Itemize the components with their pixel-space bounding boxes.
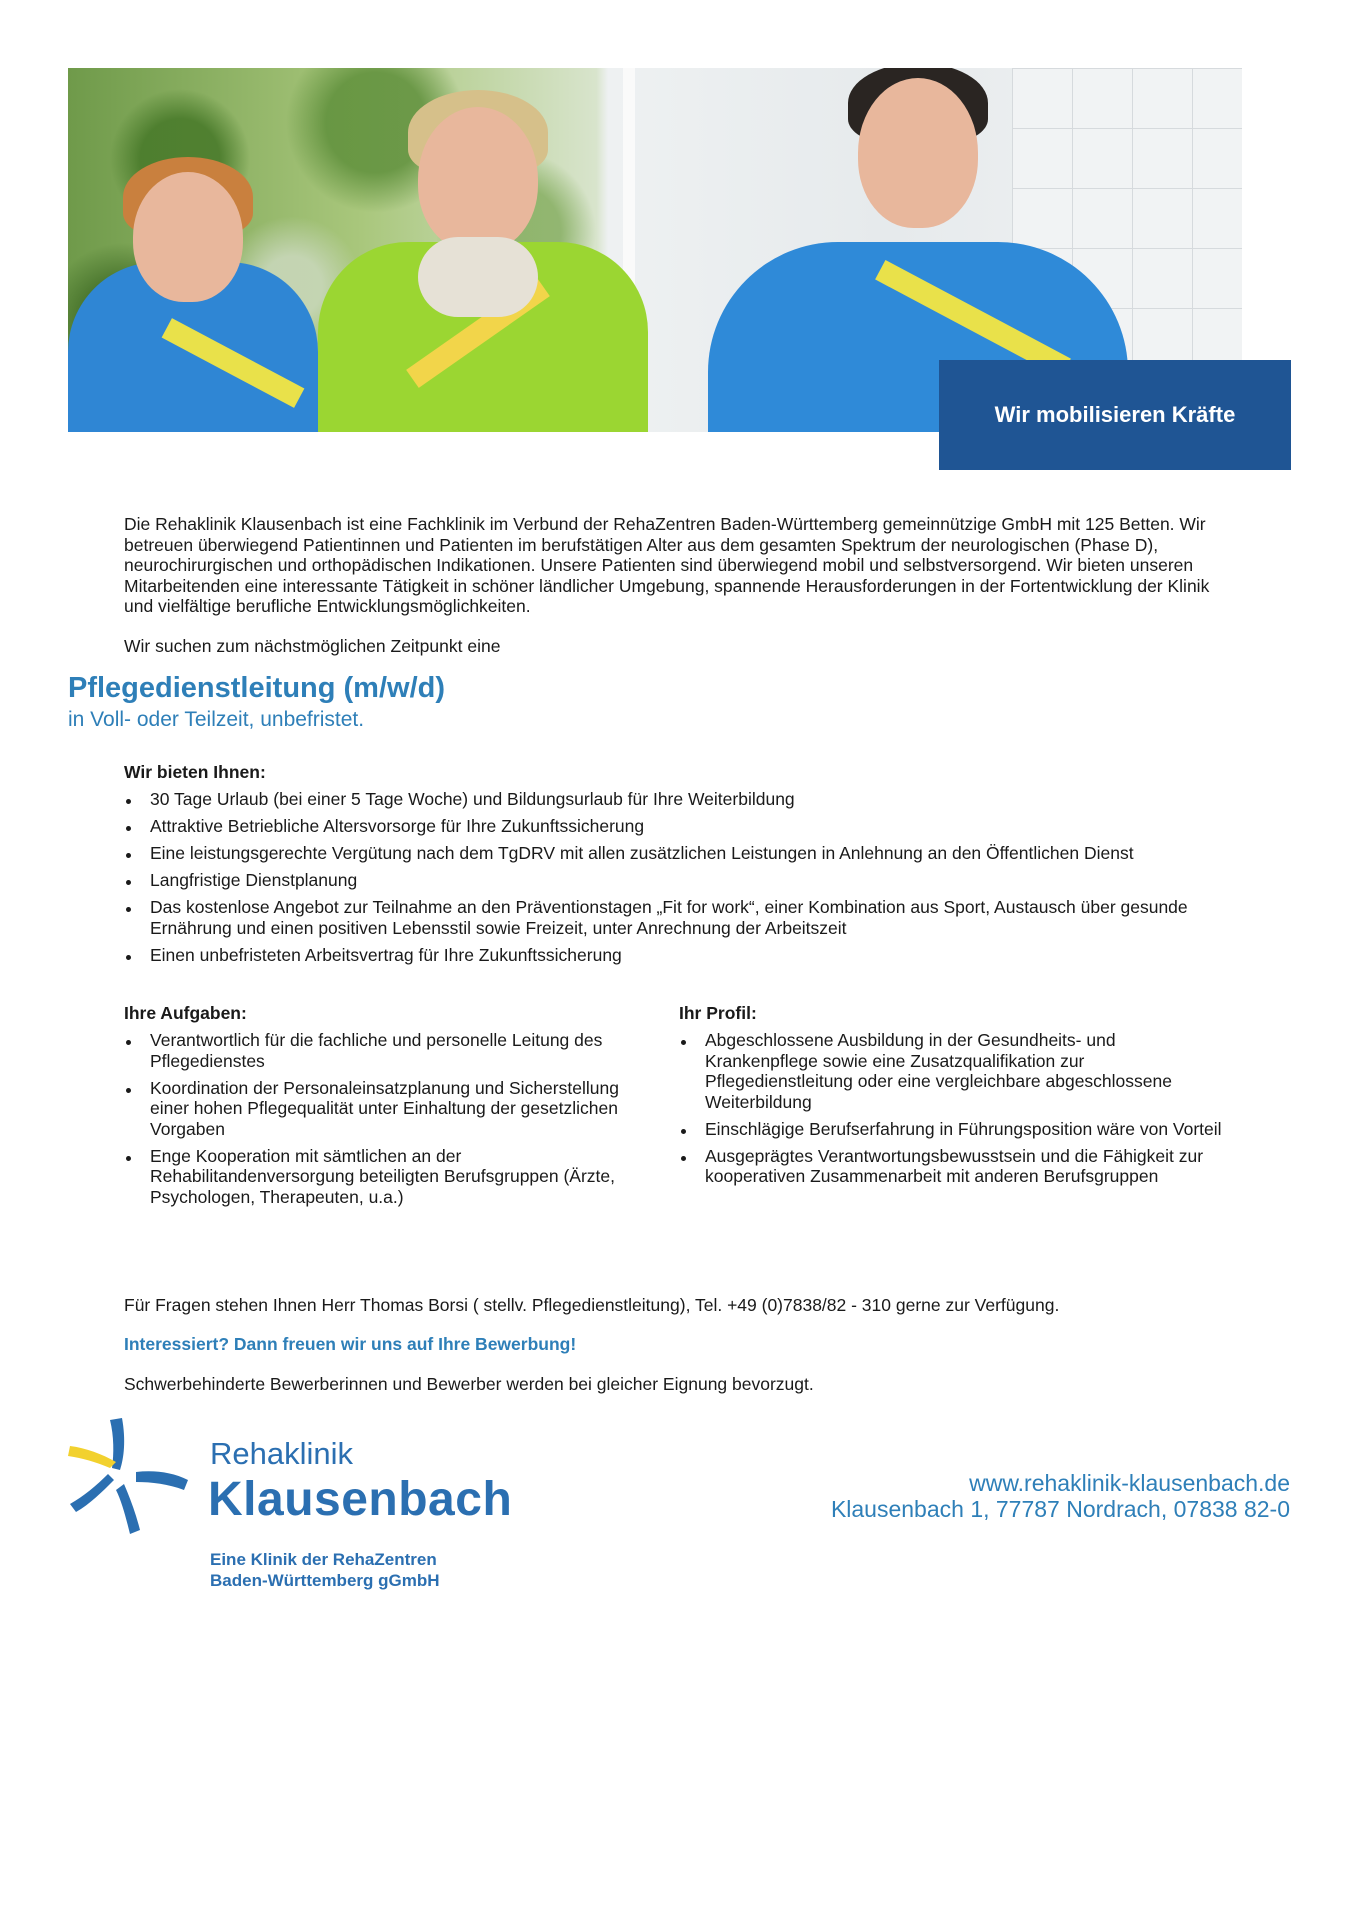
address-line: Klausenbach 1, 77787 Nordrach, 07838 82-0 bbox=[830, 1496, 1290, 1522]
disability-notice: Schwerbehinderte Bewerberinnen und Bewerber werden bei gleicher Eignung bevorzugt. bbox=[124, 1374, 814, 1394]
list-item: Langfristige Dienstplanung bbox=[124, 870, 1244, 891]
star-logo-icon bbox=[64, 1410, 194, 1540]
logo-tagline-2: Baden-Württemberg gGmbH bbox=[210, 1571, 440, 1590]
hero-slogan-badge: Wir mobilisieren Kräfte bbox=[939, 360, 1291, 470]
list-item: Abgeschlossene Ausbildung in der Gesundheits- und Krankenpflege sowie eine Zusatzqualifikation zur Pflegedienstleitung oder eine vergleichbare abgeschlossene Weiterbildung bbox=[679, 1030, 1224, 1112]
profile-section bbox=[679, 1003, 1224, 1193]
website-link[interactable]: www.rehaklinik-klausenbach.de bbox=[969, 1470, 1290, 1496]
intro-paragraph: Die Rehaklinik Klausenbach ist eine Fachklinik im Verbund der RehaZentren Baden-Württemberg gemeinnützige GmbH mit 125 Betten. Wir betreuen überwiegend Patientinnen und Patienten im berufstätigen Alter aus dem gesamten Spektrum der neurologischen (Phase D), neurochirurgischen und orthopädischen Indikationen. Unsere Patienten sind überwiegend mobil und selbstversorgend. Wir bieten unseren Mitarbeitenden eine interessante Tätigkeit in schöner ländlicher Umgebung, spannende Herausforderungen in der Fortentwicklung der Klinik und vielfältige berufliche Entwicklungsmöglichkeiten. bbox=[124, 514, 1210, 616]
list-item: Einschlägige Berufserfahrung in Führungsposition wäre von Vorteil bbox=[679, 1119, 1224, 1140]
profile-heading: Ihr Profil: bbox=[679, 1003, 757, 1023]
offer-heading: Wir bieten Ihnen: bbox=[124, 762, 266, 782]
logo-tagline-1: Eine Klinik der RehaZentren bbox=[210, 1550, 437, 1569]
job-subtitle: in Voll- oder Teilzeit, unbefristet. bbox=[68, 708, 365, 731]
job-title: Pflegedienstleitung (m/w/d) bbox=[68, 672, 446, 704]
offer-list bbox=[124, 789, 1244, 965]
hero-person-1 bbox=[68, 132, 318, 432]
tasks-list bbox=[124, 1030, 654, 1207]
logo-wordmark-main: Klausenbach bbox=[208, 1473, 513, 1526]
hero-person-2 bbox=[318, 82, 648, 432]
tasks-section bbox=[124, 1003, 654, 1214]
list-item: Ausgeprägtes Verantwortungsbewusstsein und die Fähigkeit zur kooperativen Zusammenarbeit mit anderen Berufsgruppen bbox=[679, 1146, 1224, 1187]
list-item: Koordination der Personaleinsatzplanung und Sicherstellung einer hohen Pflegequalität unter Einhaltung der gesetzlichen Vorgaben bbox=[124, 1078, 654, 1140]
list-item: Das kostenlose Angebot zur Teilnahme an den Präventionstagen „Fit for work“, einer Kombination aus Sport, Austausch über gesunde Ernährung und einen positiven Lebensstil sowie Freizeit, unter Anrechnung der Arbeitszeit bbox=[124, 897, 1244, 938]
list-item: 30 Tage Urlaub (bei einer 5 Tage Woche) und Bildungsurlaub für Ihre Weiterbildung bbox=[124, 789, 1244, 810]
logo-wordmark-top: Rehaklinik bbox=[210, 1436, 354, 1471]
list-item: Enge Kooperation mit sämtlichen an der Rehabilitandenversorgung beteiligten Berufsgruppen (Ärzte, Psychologen, Therapeuten, u.a.) bbox=[124, 1146, 654, 1208]
offer-section bbox=[124, 762, 1244, 972]
application-cta: Interessiert? Dann freuen wir uns auf Ihre Bewerbung! bbox=[124, 1334, 577, 1354]
list-item: Eine leistungsgerechte Vergütung nach dem TgDRV mit allen zusätzlichen Leistungen in Anlehnung an den Öffentlichen Dienst bbox=[124, 843, 1244, 864]
tasks-heading: Ihre Aufgaben: bbox=[124, 1003, 247, 1023]
list-item: Verantwortlich für die fachliche und personelle Leitung des Pflegedienstes bbox=[124, 1030, 654, 1071]
lead-sentence: Wir suchen zum nächstmöglichen Zeitpunkt eine bbox=[124, 636, 501, 656]
profile-list bbox=[679, 1030, 1224, 1187]
list-item: Attraktive Betriebliche Altersvorsorge für Ihre Zukunftssicherung bbox=[124, 816, 1244, 837]
contact-info: Für Fragen stehen Ihnen Herr Thomas Borsi ( stellv. Pflegedienstleitung), Tel. +49 (0)7838/82 - 310 gerne zur Verfügung. bbox=[124, 1295, 1060, 1315]
list-item: Einen unbefristeten Arbeitsvertrag für Ihre Zukunftssicherung bbox=[124, 945, 1244, 966]
